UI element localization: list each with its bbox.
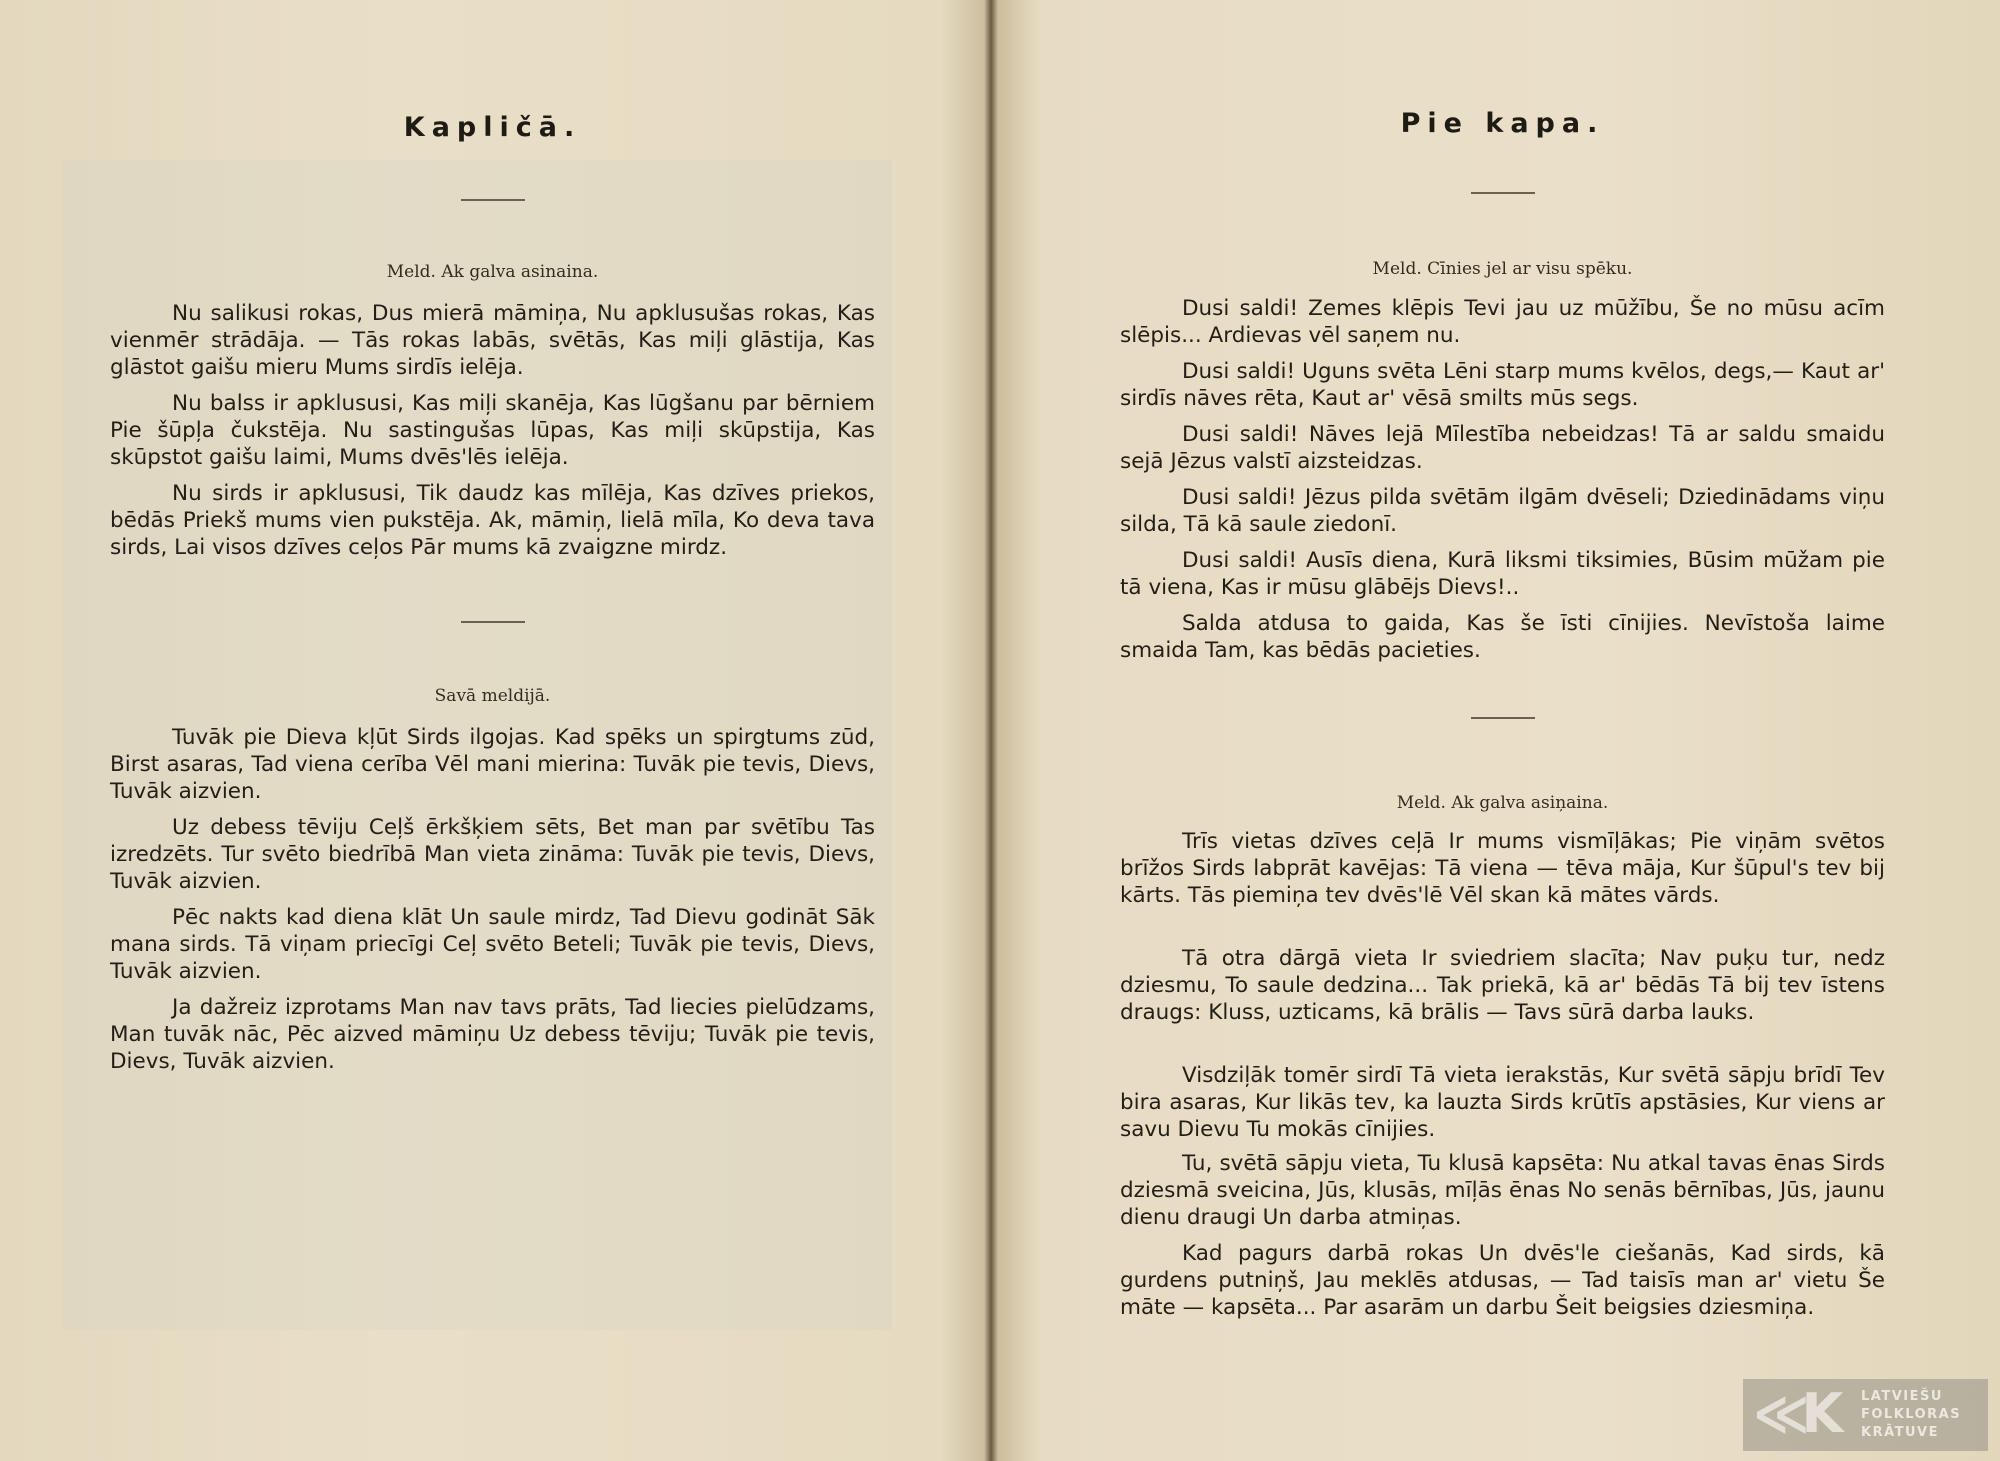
melody-note: Meld. Ak galva asinaina. — [386, 262, 599, 282]
stanza: Nu sirds ir apklususi, Tik daudz kas mīlēja, Kas dzīves priekos, bēdās Priekš mums vien pukstēja. Ak, māmiņ, lielā mīla, Ko deva tava sirds, Lai visos dzīves ceļos Pār mums kā zvaigzne mirdz. — [110, 481, 875, 560]
stanza: Pēc nakts kad diena klāt Un saule mirdz, Tad Dievu godināt Sāk mana sirds. Tā viņam priecīgi Ceļ svēto Beteli; Tuvāk pie tevis, Dievs, Tuvāk aizvien. — [110, 905, 875, 984]
section-divider — [461, 621, 525, 623]
stanza: Tuvāk pie Dieva kļūt Sirds ilgojas. Kad spēks un spirgtums zūd, Birst asaras, Tad viena cerība Vēl mani mierina: Tuvāk pie tevis, Dievs, Tuvāk aizvien. — [110, 725, 875, 804]
stanza: Ja dažreiz izprotams Man nav tavs prāts, Tad liecies pielūdzams, Man tuvāk nāc, Pēc aizved māmiņu Uz debess tēviju; Tuvāk pie tevis, Dievs, Tuvāk aizvien. — [110, 995, 875, 1074]
stanza: Kad pagurs darbā rokas Un dvēs'le ciešanās, Kad sirds, kā gurdens putniņš, Jau meklēs atdusas, — Tad taisīs man ar' vietu Še māte — kapsēta... Par asarām un darbu Šeit beigsies dziesmiņa. — [1120, 1241, 1885, 1320]
melody-note: Meld. Ak galva asiņaina. — [1396, 793, 1609, 813]
stanza: Dusi saldi! Ausīs diena, Kurā liksmi tiksimies, Būsim mūžam pie tā viena, Kas ir mūsu glābējs Dievs!.. — [1120, 548, 1885, 600]
melody-note: Savā meldijā. — [434, 686, 551, 706]
stanza: Visdziļāk tomēr sirdī Tā vieta ierakstās, Kur svētā sāpju brīdī Tev bira asaras, Kur likās tev, ka lauzta Sirds krūtīs apstāsies, Kur viens ar savu Dievu Tu mokās cīnijies. — [1120, 1063, 1885, 1142]
melody-note: Meld. Cīnies jel ar visu spēku. — [1372, 259, 1633, 279]
archive-logo-icon: ≪K — [1753, 1382, 1836, 1445]
section-divider — [1471, 717, 1535, 719]
title-divider — [461, 199, 525, 201]
left-page — [110, 0, 875, 1461]
stanza: Dusi saldi! Uguns svēta Lēni starp mums kvēlos, degs,— Kaut ar' sirdīs nāves rēta, Kaut ar' vēsā smilts mūs segs. — [1120, 359, 1885, 411]
stanza: Dusi saldi! Nāves lejā Mīlestība nebeidzas! Tā ar saldu smaidu sejā Jēzus valstī aizsteidzas. — [1120, 422, 1885, 474]
stanza: Dusi saldi! Zemes klēpis Tevi jau uz mūžību, Še no mūsu acīm slēpis... Ardievas vēl saņem nu. — [1120, 296, 1885, 348]
right-page — [1120, 0, 1885, 1461]
stanza: Tu, svētā sāpju vieta, Tu klusā kapsēta: Nu atkal tavas ēnas Sirds dziesmā sveicina, Jūs, klusās, mīļās ēnas No senās bērnības, Jūs, jaunu dienu draugi Un darba atmiņas. — [1120, 1151, 1885, 1230]
stanza: Nu salikusi rokas, Dus mierā māmiņa, Nu apklusušas rokas, Kas vienmēr strādāja. — Tās rokas labās, svētās, Kas miļi glāstija, Kas glāstot gaišu mieru Mums sirdīs ielēja. — [110, 301, 875, 380]
stanza: Trīs vietas dzīves ceļā Ir mums vismīļākas; Pie viņām svētos brīžos Sirds labprāt kavējas: Tā viena — tēva māja, Kur šūpul's tev bij kārts. Tās piemiņa tev dvēs'lē Vēl skan kā mātes vārds. — [1120, 829, 1885, 908]
stanza: Nu balss ir apklususi, Kas miļi skanēja, Kas lūgšanu par bērniem Pie šūpļa čukstēja. Nu sastingušas lūpas, Kas miļi skūpstija, Kas skūpstot gaišu laimi, Mums dvēs'lēs ielēja. — [110, 391, 875, 470]
title-divider — [1471, 192, 1535, 194]
archive-name: LATVIEŠU FOLKLORAS KRĀTUVE — [1861, 1389, 1962, 1440]
archive-watermark — [1743, 1379, 1988, 1451]
stanza: Dusi saldi! Jēzus pilda svētām ilgām dvēseli; Dziedinādams viņu silda, Tā kā saule ziedonī. — [1120, 485, 1885, 537]
stanza: Salda atdusa to gaida, Kas še īsti cīnijies. Nevīstoša laime smaida Tam, kas bēdās pacieties. — [1120, 611, 1885, 663]
left-page-title: Kapličā. — [403, 112, 582, 143]
stanza: Tā otra dārgā vieta Ir sviedriem slacīta; Nav puķu tur, nedz dziesmu, To saule dedzina... Tak priekā, kā ar' bēdās Tā bij tev īstens draugs: Kluss, uzticams, kā brālis — Tavs sūrā darba lauks. — [1120, 946, 1885, 1025]
stanza: Uz debess tēviju Ceļš ērkšķiem sēts, Bet man par svētību Tas izredzēts. Tur svēto biedrībā Man vieta zināma: Tuvāk pie tevis, Dievs, Tuvāk aizvien. — [110, 815, 875, 894]
right-page-title: Pie kapa. — [1400, 108, 1605, 139]
